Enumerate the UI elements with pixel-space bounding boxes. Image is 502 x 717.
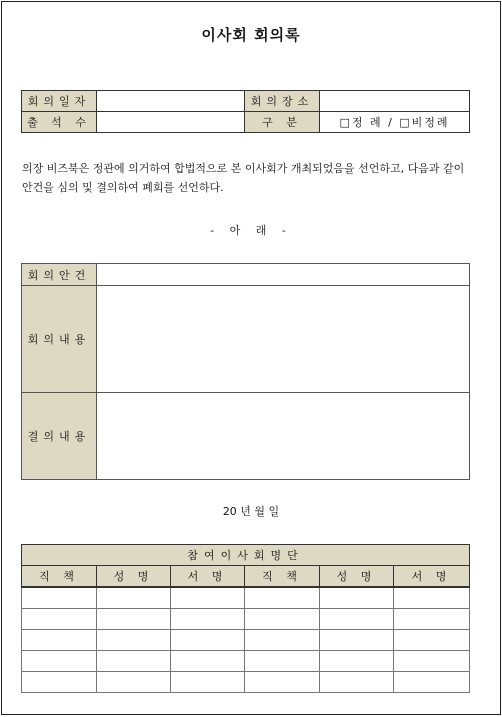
minutes-field[interactable]: [97, 286, 470, 393]
member-cell[interactable]: [97, 672, 171, 693]
board-members-title: 참여이사회명단: [22, 545, 470, 566]
member-cell[interactable]: [171, 587, 245, 609]
member-cell[interactable]: [171, 630, 245, 651]
member-cell[interactable]: [394, 630, 470, 651]
member-cell[interactable]: [22, 630, 97, 651]
minutes-label: 회의내용: [22, 286, 97, 393]
meeting-date-label: 회의일자: [22, 91, 97, 112]
member-row: [22, 672, 470, 693]
meeting-content-table: [21, 263, 470, 480]
resolution-label: 결의내용: [22, 393, 97, 480]
member-cell[interactable]: [245, 587, 320, 609]
member-cell[interactable]: [245, 609, 320, 630]
member-cell[interactable]: [245, 630, 320, 651]
member-row: [22, 587, 470, 609]
member-cell[interactable]: [22, 609, 97, 630]
minutes-page: [1, 1, 501, 715]
agenda-field[interactable]: [97, 264, 470, 286]
below-heading: - 아 래 -: [210, 224, 292, 237]
meeting-date-field[interactable]: [97, 91, 245, 112]
member-cell[interactable]: [245, 672, 320, 693]
member-cell[interactable]: [394, 651, 470, 672]
member-row: [22, 651, 470, 672]
member-cell[interactable]: [320, 672, 394, 693]
column-signature: 서 명: [171, 566, 245, 588]
member-cell[interactable]: [171, 651, 245, 672]
meeting-type-label: 구 분: [245, 112, 320, 133]
member-cell[interactable]: [320, 609, 394, 630]
member-cell[interactable]: [320, 587, 394, 609]
member-row: [22, 630, 470, 651]
member-cell[interactable]: [97, 609, 171, 630]
member-cell[interactable]: [97, 587, 171, 609]
member-cell[interactable]: [97, 630, 171, 651]
column-signature: 서 명: [394, 566, 470, 588]
member-cell[interactable]: [171, 672, 245, 693]
meeting-place-label: 회의장소: [245, 91, 320, 112]
attendance-label: 출 석 수: [22, 112, 97, 133]
column-name: 성 명: [320, 566, 394, 588]
member-cell[interactable]: [394, 672, 470, 693]
meeting-place-field[interactable]: [320, 91, 470, 112]
agenda-label: 회의안건: [22, 264, 97, 286]
intro-paragraph: 의장 비즈북은 정관에 의거하여 합법적으로 본 이사회가 개최되었음을 선언하고, 다음과 같이 안건을 심의 및 결의하여 폐회를 선언하다.: [22, 162, 465, 194]
member-cell[interactable]: [245, 651, 320, 672]
resolution-field[interactable]: [97, 393, 470, 480]
document-title: 이사회 회의록: [201, 26, 301, 44]
date-line: 20 년 월 일: [222, 505, 280, 518]
column-position: 직 책: [22, 566, 97, 588]
column-position: 직 책: [245, 566, 320, 588]
attendance-field[interactable]: [97, 112, 245, 133]
member-cell[interactable]: [22, 672, 97, 693]
member-cell[interactable]: [320, 651, 394, 672]
member-cell[interactable]: [171, 609, 245, 630]
member-cell[interactable]: [320, 630, 394, 651]
column-name: 성 명: [97, 566, 171, 588]
member-cell[interactable]: [97, 651, 171, 672]
meeting-info-table: [21, 90, 470, 133]
member-cell[interactable]: [394, 609, 470, 630]
member-row: [22, 609, 470, 630]
member-cell[interactable]: [22, 587, 97, 609]
meeting-type-options[interactable]: □정 례 / □비정례: [320, 112, 470, 133]
member-cell[interactable]: [394, 587, 470, 609]
member-cell[interactable]: [22, 651, 97, 672]
board-members-table: [21, 544, 470, 693]
